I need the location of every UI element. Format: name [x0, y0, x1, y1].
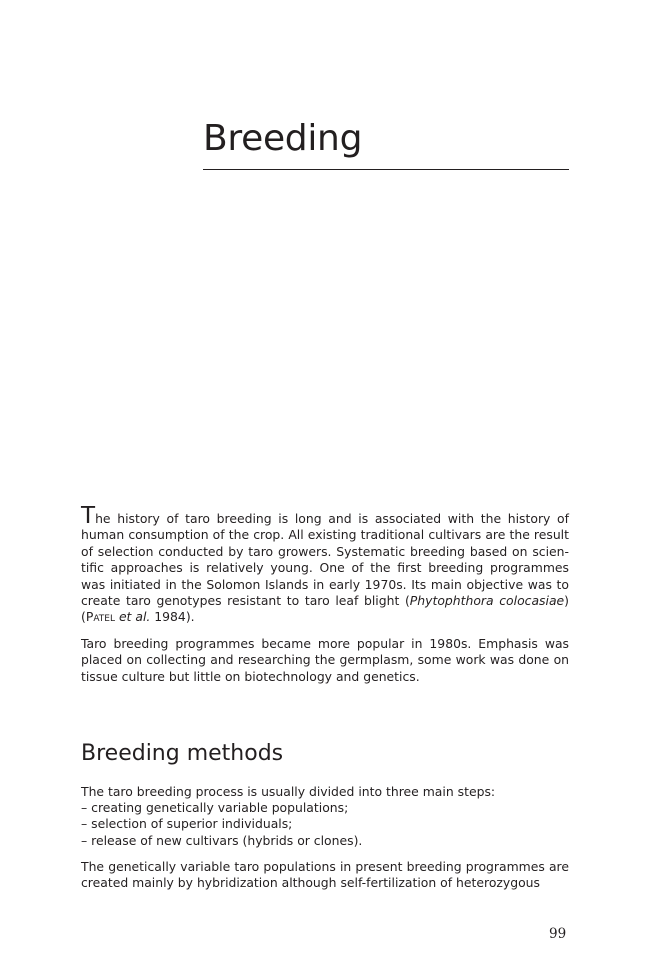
drop-cap: T [81, 503, 96, 529]
section-heading-breeding-methods: Breeding methods [81, 741, 284, 766]
list-item: – release of new cultivars (hybrids or clones). [81, 832, 363, 848]
list-item: – selection of superior individuals; [81, 816, 293, 832]
intro-paragraph-1-text: he history of taro breeding is long and is associated with the history of human consumption of the crop. All existing traditional cultivars are the result of selection conducted by taro growers. Systematic breeding based on scientific approaches is relatively young. One of the first breeding programmes was initiated in the Solomon Islands in early 1970s. Its main objective was to create taro genotypes resistant to taro leaf blight ( [81, 511, 569, 609]
citation-open: ( [81, 609, 86, 625]
methods-intro: The taro breeding process is usually divided into three main steps: [81, 784, 496, 799]
page-number: 99 [549, 926, 567, 942]
species-name: Phytophthora colocasiae [409, 593, 565, 609]
methods-paragraph-2: The genetically variable taro populations in present breeding programmes are created mainly by hybridization although self-fertilization of heterozygous [81, 859, 569, 891]
chapter-title: Breeding [203, 118, 363, 159]
title-rule [203, 169, 569, 170]
species-close-paren: ) [564, 593, 570, 609]
citation-etal: et al. [118, 609, 151, 625]
list-item: – creating genetically variable populations; [81, 800, 349, 815]
intro-paragraph-2: Taro breeding programmes became more popular in 1980s. Emphasis was placed on collecting and researching the germplasm, some work was done on tissue culture but little on biotechnology and genetics. [81, 636, 569, 684]
breeding-steps-list [81, 800, 569, 849]
citation-year: 1984). [150, 609, 195, 625]
intro-paragraph-1 [81, 503, 570, 626]
citation-author: Patel [85, 609, 115, 625]
